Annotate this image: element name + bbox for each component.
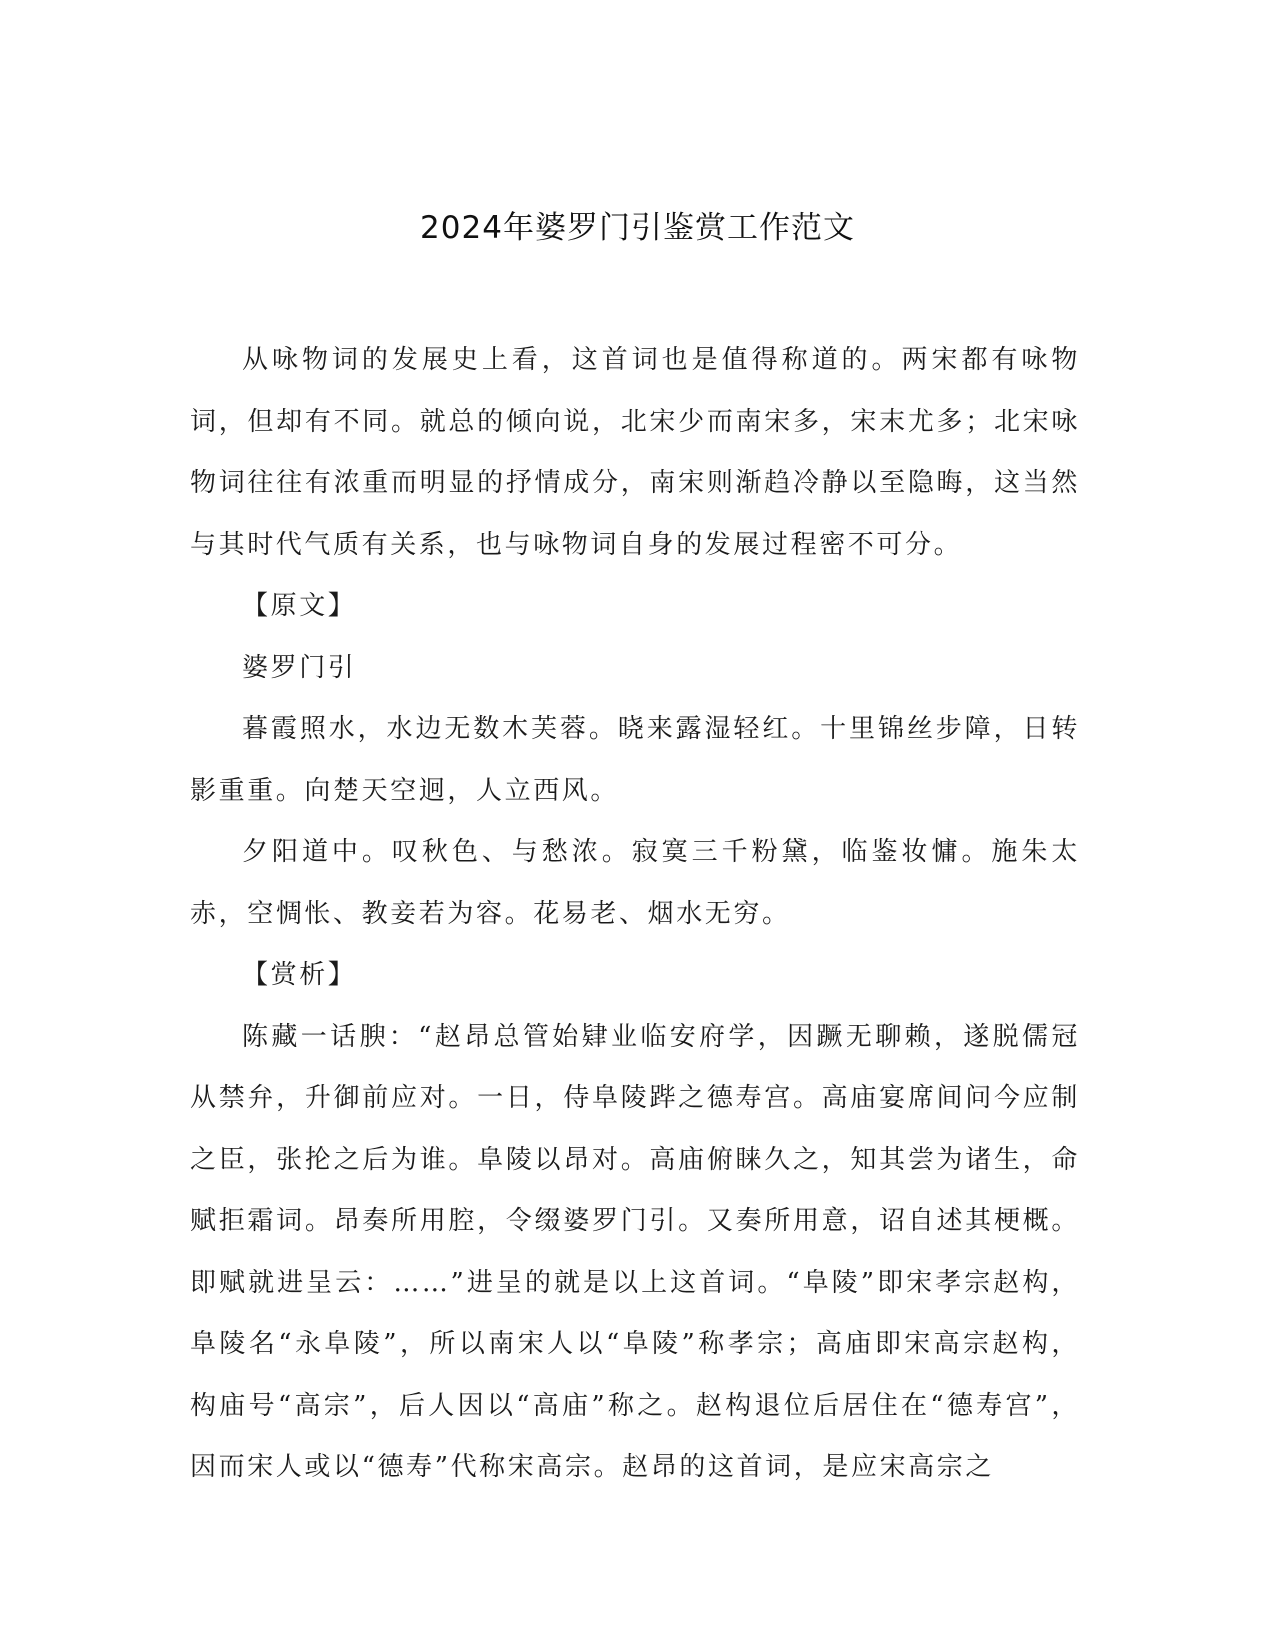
- document-title: 2024年婆罗门引鉴赏工作范文: [420, 210, 855, 246]
- poem-title: 婆罗门引: [242, 652, 357, 683]
- intro-paragraph: 从咏物词的发展史上看，这首词也是值得称道的。两宋都有咏物词，但却有不同。就总的倾向说，北宋少而南宋多，宋末尤多；北宋咏物词往往有浓重而明显的抒情成分，南宋则渐趋冷静以至隐晦，这当然与其时代气质有关系，也与咏物词自身的发展过程密不可分。: [190, 345, 1080, 560]
- poem-stanza-2: 夕阳道中。叹秋色、与愁浓。寂寞三千粉黛，临鉴妆慵。施朱太赤，空惆怅、教妾若为容。花易老、烟水无穷。: [190, 837, 1080, 929]
- section-heading-appreciation: 【赏析】: [242, 960, 357, 990]
- appreciation-paragraph: 陈藏一话腴：“赵昂总管始肄业临安府学，因蹶无聊赖，遂脱儒冠从禁弁，升御前应对。一日，侍阜陵跸之德寿宫。高庙宴席间问今应制之臣，张抡之后为谁。阜陵以昂对。高庙俯睐久之，知其尝为诸生，命赋拒霜词。昂奏所用腔，令缀婆罗门引。又奏所用意，诏自述其梗概。即赋就进呈云：……”进呈的就是以上这首词。“阜陵”即宋孝宗赵构，阜陵名“永阜陵”，所以南宋人以“阜陵”称孝宗；高庙即宋高宗赵构，构庙号“高宗”，后人因以“高庙”称之。赵构退位后居住在“德寿宫”，因而宋人或以“德寿”代称宋高宗。赵昂的这首词，是应宋高宗之: [190, 1021, 1080, 1482]
- document-body: [190, 330, 1080, 1499]
- poem-stanza-1: 暮霞照水，水边无数木芙蓉。晓来露湿轻红。十里锦丝步障，日转影重重。向楚天空迥，人立西风。: [190, 714, 1080, 806]
- section-heading-original: 【原文】: [242, 591, 357, 621]
